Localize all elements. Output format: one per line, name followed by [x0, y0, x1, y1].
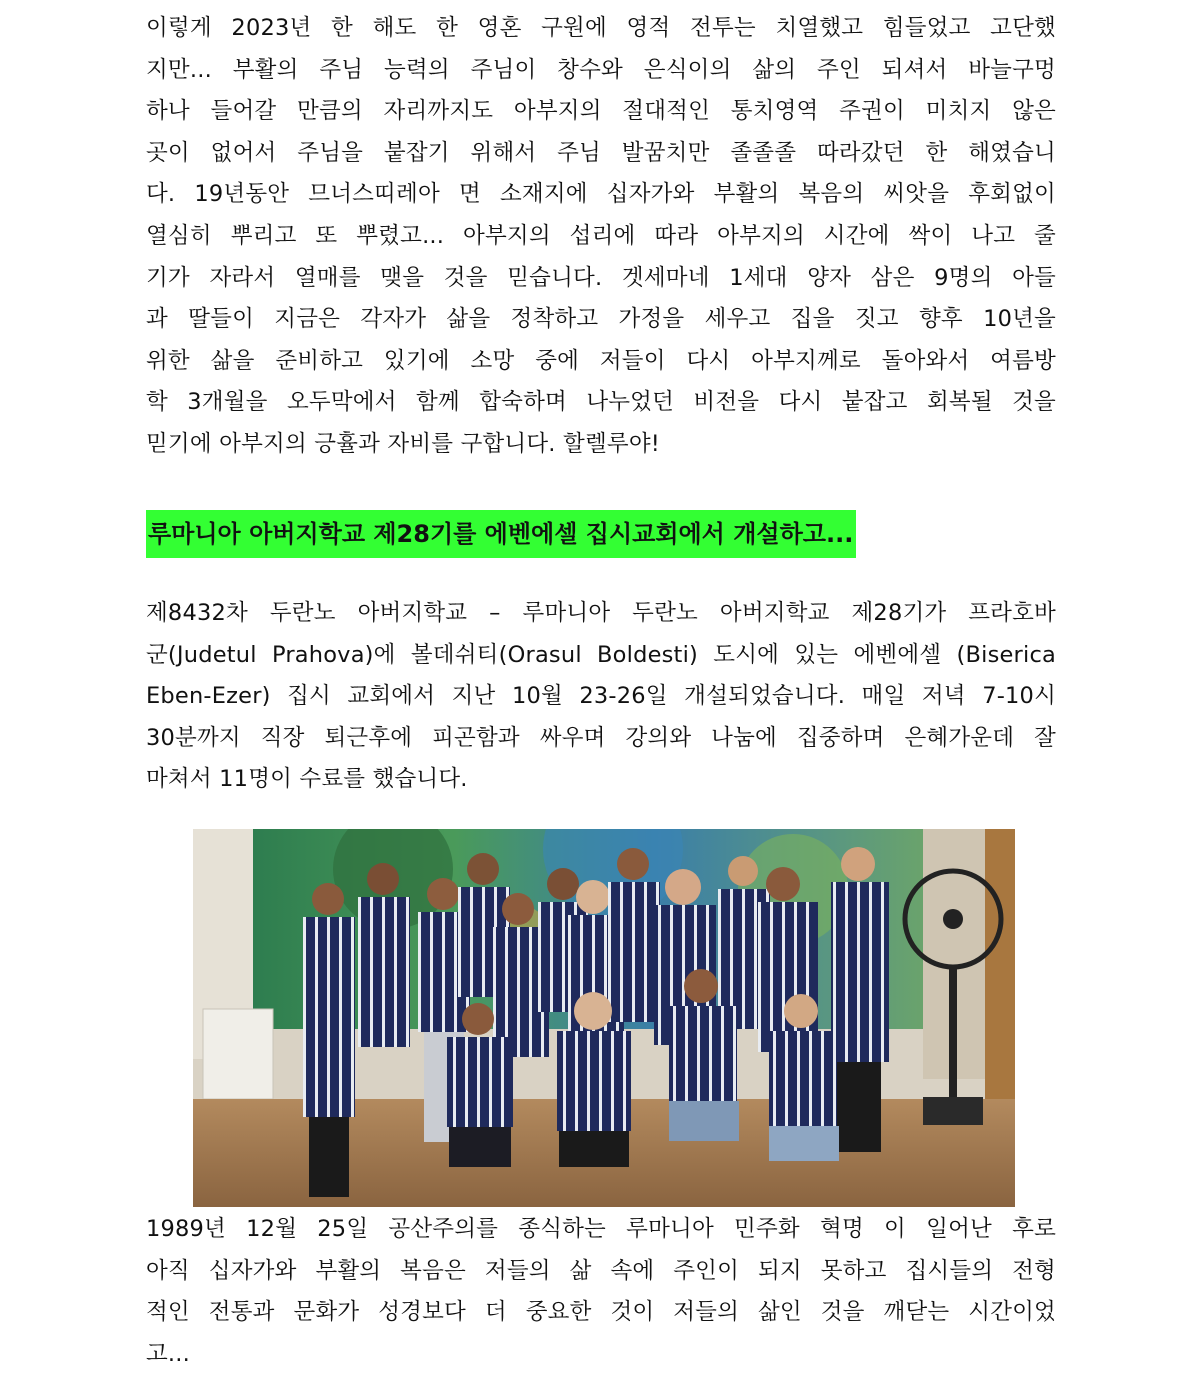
text-line: 30분까지 직장 퇴근후에 피곤함과 싸우며 강의와 나눔에 집중하며 은혜가운데 잘	[146, 724, 1056, 751]
text-line: 하나 들어갈 만큼의 자리까지도 아부지의 절대적인 통치영역 주권이 미치지 않은	[146, 98, 1056, 125]
text-line: Eben-Ezer) 집시 교회에서 지난 10월 23-26일 개설되었습니다. 매일 저녁 7-10시	[146, 683, 1056, 710]
text-line: 이렇게 2023년 한 해도 한 영혼 구원에 영적 전투는 치열했고 힘들었고 고단했	[146, 15, 1056, 41]
text-line: 제8432차 두란노 아버지학교 – 루마니아 두란노 아버지학교 제28기가 프라호바	[146, 600, 1056, 626]
text-line: 과 딸들이 지금은 각자가 삶을 정착하고 가정을 세우고 집을 짓고 향후 10년을	[146, 306, 1056, 333]
text-line: 지만... 부활의 주님 능력의 주님이 창수와 은식이의 삶의 주인 되셔서 바늘구멍	[146, 56, 1056, 83]
text-line: 군(Judetul Prahova)에 볼데쉬티(Orasul Boldesti) 도시에 있는 에벤에셀 (Biserica	[146, 641, 1056, 668]
paragraph-reflection	[146, 1209, 1056, 1375]
section-heading: 루마니아 아버지학교 제28기를 에벤에셀 집시교회에서 개설하고...	[146, 510, 856, 558]
text-line: 1989년 12월 25일 공산주의를 종식하는 루마니아 민주화 혁명 이 일어난 후로	[146, 1216, 1056, 1242]
text-line: 기가 자라서 열매를 맺을 것을 믿습니다. 겟세마네 1세대 양자 삼은 9명의 아들	[146, 264, 1056, 291]
text-line: 적인 전통과 문화가 성경보다 더 중요한 것이 저들의 삶인 것을 깨닫는 시간이었	[146, 1299, 1056, 1326]
paragraph-intro	[146, 8, 1056, 466]
text-line: 믿기에 아부지의 긍휼과 자비를 구합니다. 할렐루야!	[146, 430, 660, 457]
group-photo	[193, 829, 1015, 1207]
text-line: 마쳐서 11명이 수료를 했습니다.	[146, 766, 468, 793]
text-line: 다. 19년동안 므너스띠레아 면 소재지에 십자가와 부활의 복음의 씨앗을 후회없이	[146, 181, 1056, 208]
text-line: 열심히 뿌리고 또 뿌렸고... 아부지의 섭리에 따라 아부지의 시간에 싹이 나고 줄	[146, 222, 1056, 249]
text-line: 학 3개월을 오두막에서 함께 합숙하며 나누었던 비전을 다시 붙잡고 회복될 것을	[146, 389, 1056, 416]
text-line: 고...	[146, 1340, 190, 1367]
text-line: 곳이 없어서 주님을 붙잡기 위해서 주님 발꿈치만 졸졸졸 따라갔던 한 해였습니	[146, 139, 1056, 166]
text-line: 아직 십자가와 부활의 복음은 저들의 삶 속에 주인이 되지 못하고 집시들의 전형	[146, 1257, 1056, 1284]
text-line: 위한 삶을 준비하고 있기에 소망 중에 저들이 다시 아부지께로 돌아와서 여름방	[146, 347, 1056, 374]
paragraph-school-report	[146, 593, 1056, 801]
